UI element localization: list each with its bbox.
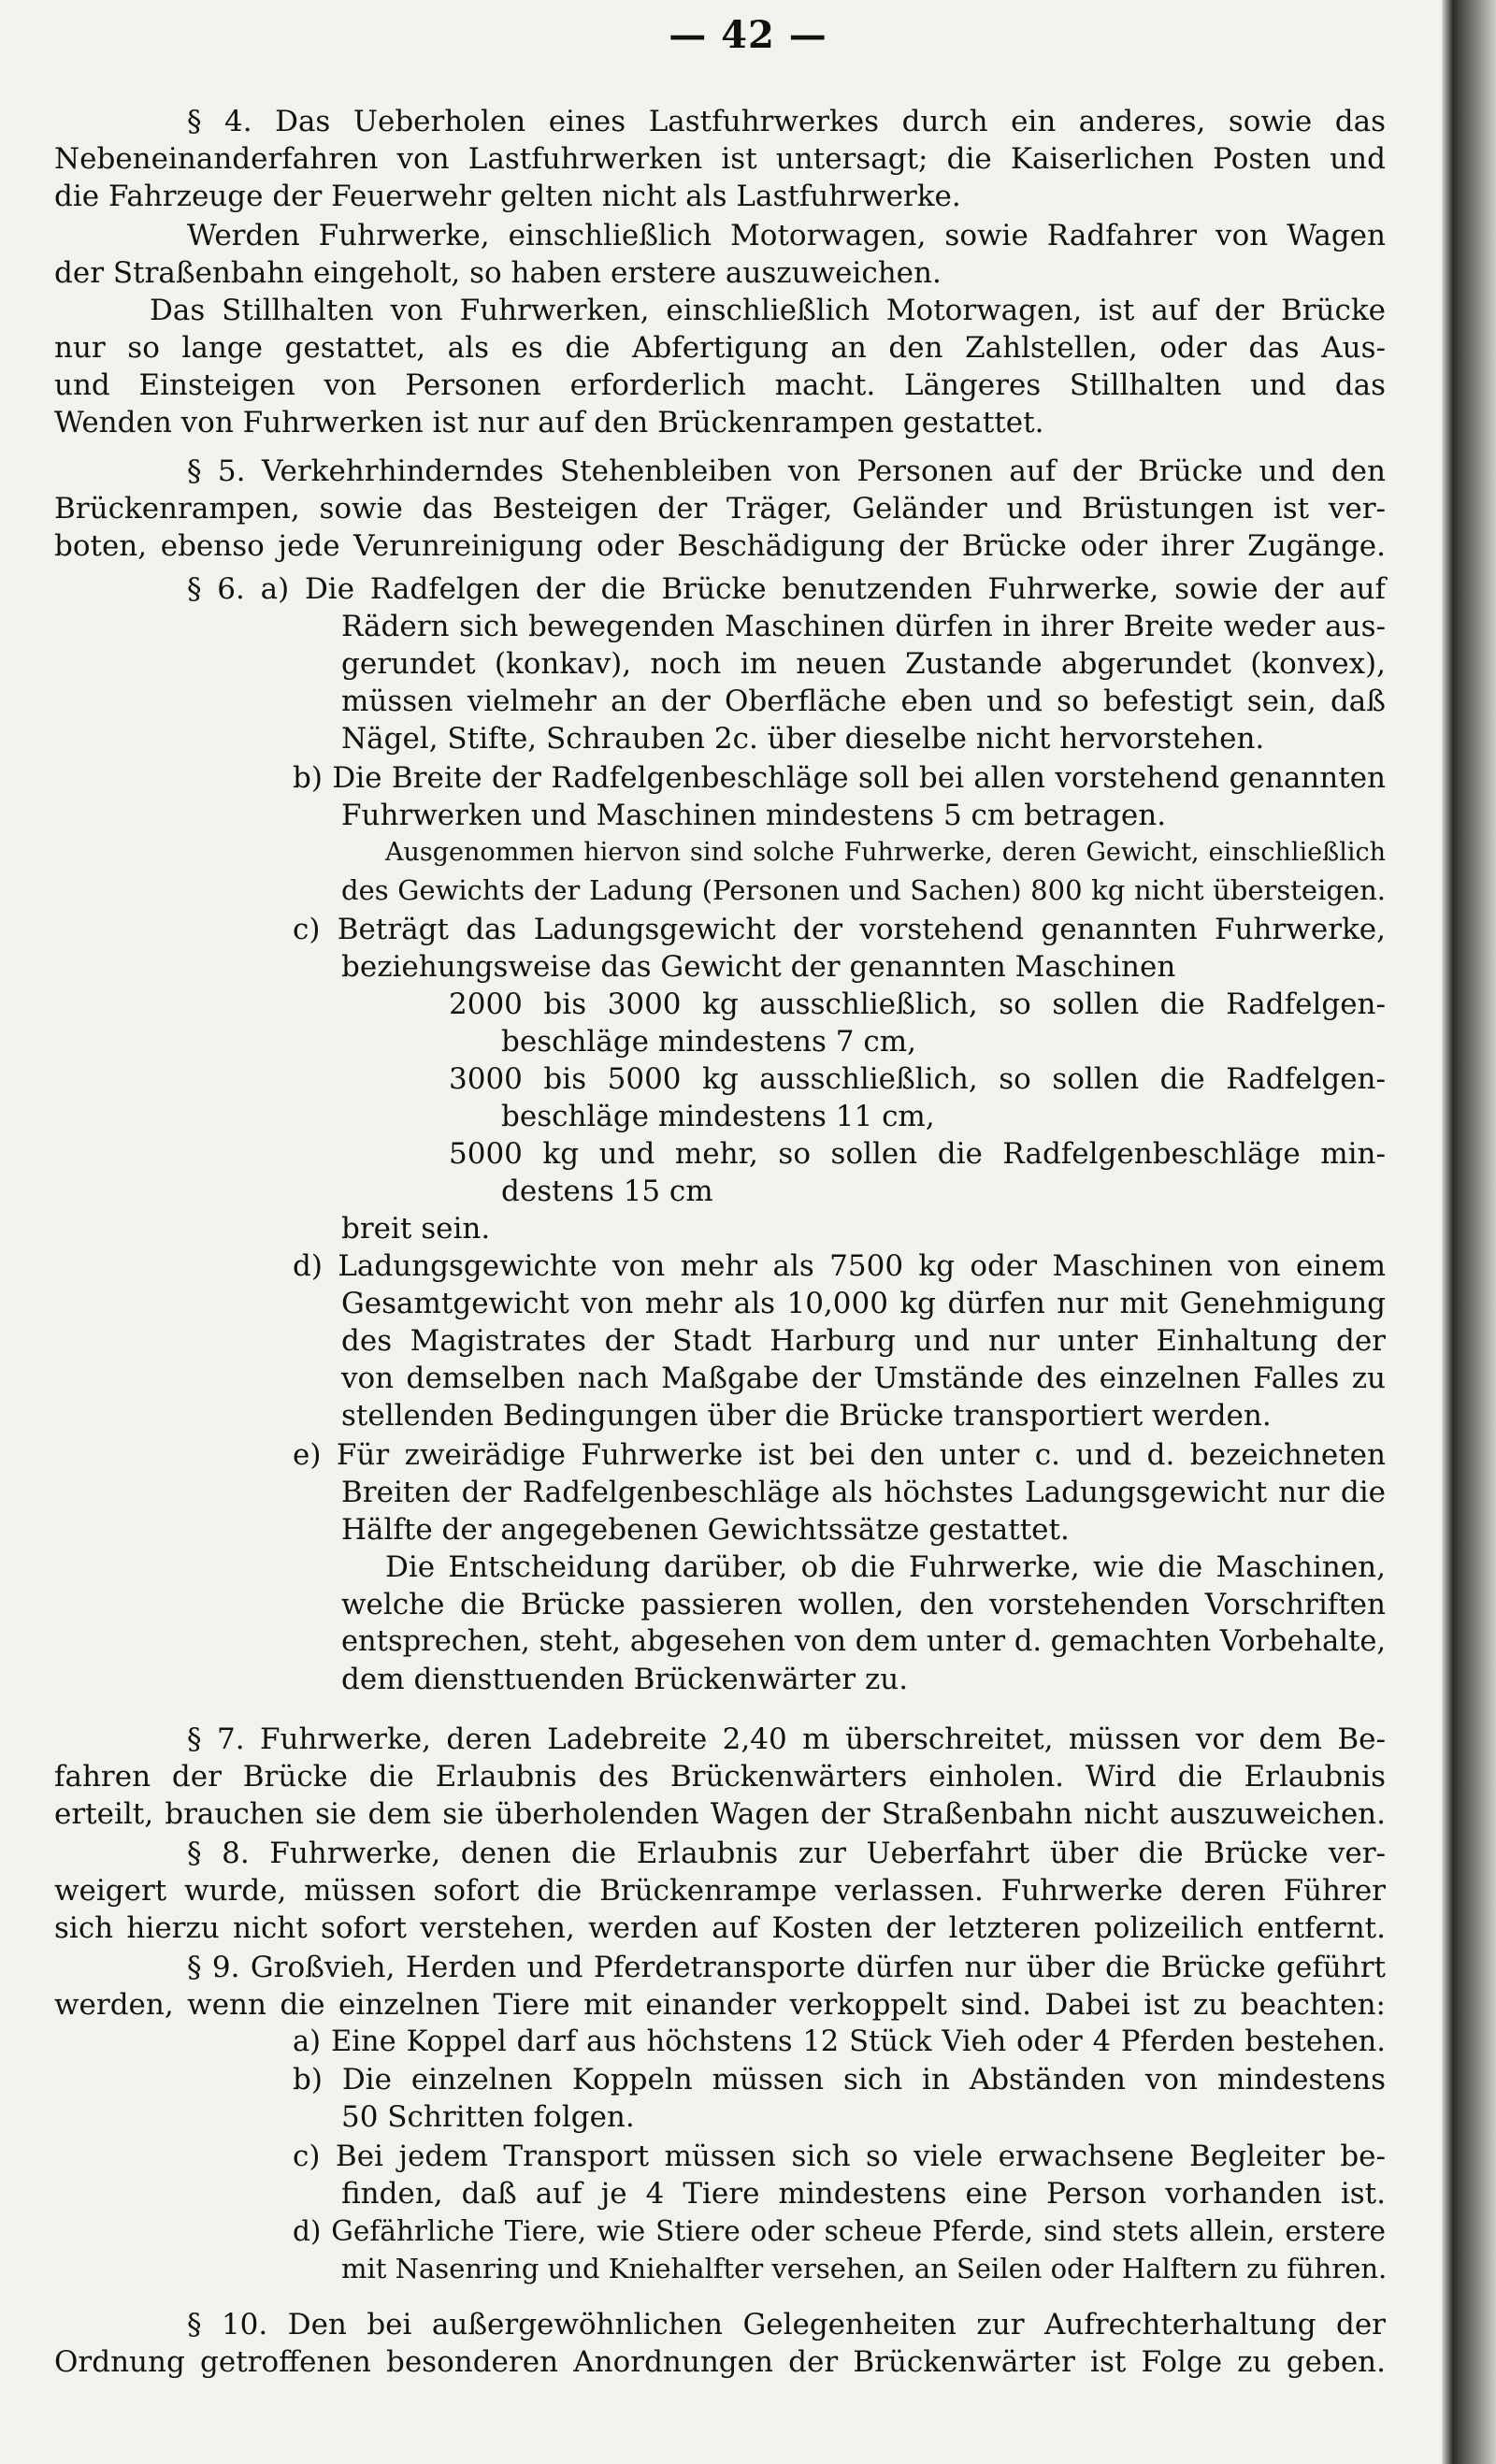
- text-line: 3000 bis 5000 kg ausschließlich, so sollen die Radfelgen-: [449, 1062, 1386, 1096]
- text-line: a) Eine Koppel darf aus höchstens 12 Stück Vieh oder 4 Pferden bestehen.: [293, 2025, 1386, 2058]
- text-line: Nebeneinanderfahren von Lastfuhrwerken ist untersagt; die Kaiserlichen Posten und: [54, 142, 1386, 176]
- text-line: Rädern sich bewegenden Maschinen dürfen in ihrer Breite weder aus-: [341, 610, 1386, 643]
- text-line: Das Stillhalten von Fuhrwerken, einschließlich Motorwagen, ist auf der Brücke: [150, 294, 1386, 327]
- text-line: d) Gefährliche Tiere, wie Stiere oder scheue Pferde, sind stets allein, erstere: [293, 2215, 1386, 2247]
- text-line: fahren der Brücke die Erlaubnis des Brückenwärters einholen. Wird die Erlaubnis: [54, 1760, 1386, 1794]
- text-line: des Gewichts der Ladung (Personen und Sachen) 800 kg nicht übersteigen.: [341, 874, 1386, 906]
- text-line: die Fahrzeuge der Feuerwehr gelten nicht als Lastfuhrwerke.: [54, 180, 961, 213]
- text-line: c) Beträgt das Ladungsgewicht der vorstehend genannten Fuhrwerke,: [293, 913, 1386, 946]
- text-line: b) Die Breite der Radfelgenbeschläge soll bei allen vorstehend genannten: [293, 761, 1386, 795]
- text-line: § 7. Fuhrwerke, deren Ladebreite 2,40 m überschreitet, müssen vor dem Be-: [187, 1722, 1386, 1756]
- text-line: § 8. Fuhrwerke, denen die Erlaubnis zur Ueberfahrt über die Brücke ver-: [187, 1837, 1386, 1870]
- text-line: § 9. Großvieh, Herden und Pferdetransporte dürfen nur über die Brücke geführt: [187, 1951, 1386, 1984]
- text-line: Werden Fuhrwerke, einschließlich Motorwagen, sowie Radfahrer von Wagen: [187, 219, 1386, 252]
- text-line: von demselben nach Maßgabe der Umstände des einzelnen Falles zu: [341, 1362, 1386, 1395]
- text-line: 50 Schritten folgen.: [341, 2100, 635, 2134]
- text-line: b) Die einzelnen Koppeln müssen sich in Abständen von mindestens: [293, 2063, 1386, 2097]
- text-line: welche die Brücke passieren wollen, den vorstehenden Vorschriften: [341, 1588, 1386, 1621]
- text-line: breit sein.: [341, 1212, 491, 1246]
- text-line: e) Für zweirädige Fuhrwerke ist bei den unter c. und d. bezeichneten: [293, 1438, 1386, 1472]
- text-line: Die Entscheidung darüber, ob die Fuhrwerke, wie die Maschinen,: [385, 1550, 1386, 1584]
- text-line: mit Nasenring und Kniehalfter versehen, an Seilen oder Halftern zu führen.: [341, 2253, 1388, 2284]
- text-line: beziehungsweise das Gewicht der genannten Maschinen: [341, 950, 1176, 984]
- text-line: Nägel, Stifte, Schrauben 2c. über dieselbe nicht hervorstehen.: [341, 722, 1265, 756]
- text-line: beschläge mindestens 7 cm,: [501, 1025, 916, 1059]
- text-line: dem diensttuenden Brückenwärter zu.: [341, 1663, 909, 1696]
- text-line: der Straßenbahn eingeholt, so haben erstere auszuweichen.: [54, 256, 942, 290]
- page-edge-shadow: [1442, 0, 1496, 2464]
- text-line: boten, ebenso jede Verunreinigung oder Beschädigung der Brücke oder ihrer Zugänge.: [54, 529, 1386, 563]
- text-line: Gesamtgewicht von mehr als 10,000 kg dürfen nur mit Genehmigung: [341, 1287, 1386, 1320]
- text-line: weigert wurde, müssen sofort die Brückenrampe verlassen. Fuhrwerke deren Führer: [54, 1874, 1386, 1908]
- text-line: c) Bei jedem Transport müssen sich so viele erwachsene Begleiter be-: [293, 2140, 1386, 2173]
- text-line: § 5. Verkehrhinderndes Stehenbleiben von Personen auf der Brücke und den: [187, 454, 1386, 488]
- text-line: Fuhrwerken und Maschinen mindestens 5 cm betragen.: [341, 799, 1167, 832]
- text-line: § 6. a) Die Radfelgen der die Brücke benutzenden Fuhrwerke, sowie der auf: [187, 572, 1386, 606]
- text-line: werden, wenn die einzelnen Tiere mit einander verkoppelt sind. Dabei ist zu beachten:: [54, 1988, 1386, 2022]
- text-line: gerundet (konkav), noch im neuen Zustande abgerundet (konvex),: [341, 647, 1386, 681]
- text-line: Breiten der Radfelgenbeschläge als höchstes Ladungsgewicht nur die: [341, 1476, 1386, 1509]
- text-line: § 4. Das Ueberholen eines Lastfuhrwerkes durch ein anderes, sowie das: [187, 105, 1386, 138]
- text-line: stellenden Bedingungen über die Brücke transportiert werden.: [341, 1399, 1272, 1433]
- text-line: Ordnung getroffenen besonderen Anordnungen der Brückenwärter ist Folge zu geben.: [54, 2345, 1386, 2379]
- text-line: 5000 kg und mehr, so sollen die Radfelgenbeschläge min-: [449, 1137, 1386, 1171]
- text-line: Ausgenommen hiervon sind solche Fuhrwerke, deren Gewicht, einschließlich: [385, 838, 1386, 867]
- text-line: destens 15 cm: [501, 1174, 713, 1208]
- text-line: Brückenrampen, sowie das Besteigen der Träger, Geländer und Brüstungen ist ver-: [54, 492, 1386, 526]
- text-line: d) Ladungsgewichte von mehr als 7500 kg oder Maschinen von einem: [293, 1249, 1386, 1283]
- text-line: des Magistrates der Stadt Harburg und nur unter Einhaltung der: [341, 1324, 1386, 1358]
- text-line: entsprechen, steht, abgesehen von dem unter d. gemachten Vorbehalte,: [341, 1625, 1387, 1658]
- text-line: 2000 bis 3000 kg ausschließlich, so sollen die Radfelgen-: [449, 987, 1386, 1021]
- text-line: beschläge mindestens 11 cm,: [501, 1100, 935, 1133]
- page-number: — 42 —: [669, 13, 827, 57]
- text-line: Hälfte der angegebenen Gewichtssätze gestattet.: [341, 1513, 1070, 1547]
- text-line: müssen vielmehr an der Oberfläche eben und so befestigt sein, daß: [341, 684, 1386, 718]
- text-line: sich hierzu nicht sofort verstehen, werden auf Kosten der letzteren polizeilich entfernt.: [54, 1911, 1386, 1945]
- text-line: nur so lange gestattet, als es die Abfertigung an den Zahlstellen, oder das Aus-: [54, 331, 1386, 365]
- text-line: und Einsteigen von Personen erforderlich macht. Längeres Stillhalten und das: [54, 368, 1386, 402]
- text-line: Wenden von Fuhrwerken ist nur auf den Brückenrampen gestattet.: [54, 406, 1044, 439]
- text-line: finden, daß auf je 4 Tiere mindestens eine Person vorhanden ist.: [341, 2177, 1386, 2211]
- text-line: erteilt, brauchen sie dem sie überholenden Wagen der Straßenbahn nicht auszuweichen.: [54, 1797, 1386, 1831]
- text-line: § 10. Den bei außergewöhnlichen Gelegenheiten zur Aufrechterhaltung der: [187, 2308, 1386, 2342]
